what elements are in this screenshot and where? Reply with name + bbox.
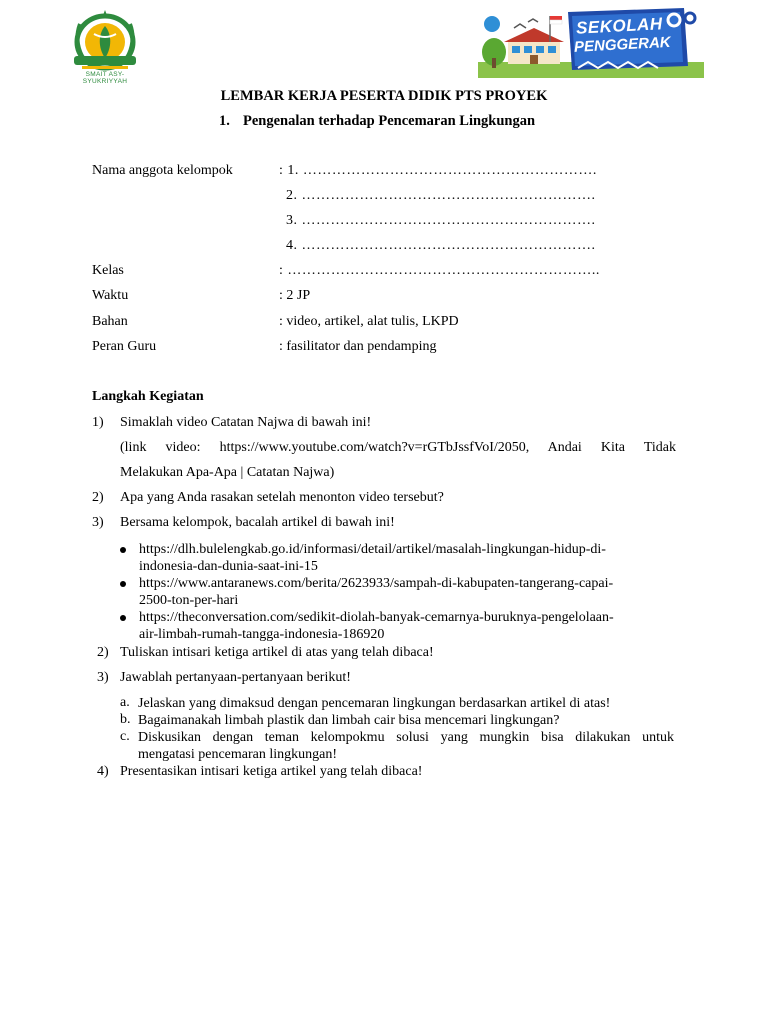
article-link-3-line1: https://theconversation.com/sedikit-diolah-banyak-cemarnya-buruknya-pengelolaan- (139, 610, 614, 625)
step-1-text: Simaklah video Catatan Najwa di bawah ini! (120, 415, 372, 430)
question-c-letter: c. (120, 729, 130, 744)
waktu-label: Waktu (92, 288, 129, 303)
question-c-text-line2: mengatasi pencemaran lingkungan! (138, 747, 338, 762)
article-link-1-line1: https://dlh.bulelengkab.go.id/informasi/detail/artikel/masalah-lingkungan-hidup-di- (139, 542, 606, 557)
article-link-3-line2: air-limbah-rumah-tangga-indonesia-186920 (139, 627, 385, 642)
step-4-number: 2) (97, 645, 109, 660)
peran-value: : fasilitator dan pendamping (279, 339, 437, 354)
steps-heading: Langkah Kegiatan (92, 389, 204, 404)
bullet-icon (120, 547, 126, 553)
article-link-2-line2: 2500-ton-per-hari (139, 593, 239, 608)
kelas-label: Kelas (92, 263, 124, 278)
step-5-number: 3) (97, 670, 109, 685)
step-3-number: 3) (92, 515, 104, 530)
question-b-text: Bagaimanakah limbah plastik dan limbah cair bisa mencemari lingkungan? (138, 713, 560, 728)
step-1-number: 1) (92, 415, 104, 430)
subtitle-number: 1. (219, 113, 230, 129)
logo-word-penggerak: PENGGERAK (573, 33, 672, 56)
article-link-2-line1: https://www.antaranews.com/berita/2623933/sampah-di-kabupaten-tangerang-capai- (139, 576, 614, 591)
step-1-link-line1: (link video: https://www.youtube.com/watch?v=rGTbJssfVoI/2050, Andai Kita Tidak (120, 440, 676, 455)
step-6-number: 4) (97, 764, 109, 779)
bahan-label: Bahan (92, 314, 128, 329)
step-5-text: Jawablah pertanyaan-pertanyaan berikut! (120, 670, 351, 685)
article-link-2[interactable] (139, 575, 669, 609)
question-a-text: Jelaskan yang dimaksud dengan pencemaran lingkungan berdasarkan artikel di atas! (138, 696, 611, 711)
kelas-field: : ……………………………………………………….. (279, 263, 600, 278)
member-2-field: 2. ……………………………………………………. (286, 188, 596, 203)
article-link-1[interactable] (139, 541, 669, 575)
step-6-text: Presentasikan intisari ketiga artikel yang telah dibaca! (120, 764, 423, 779)
peran-label: Peran Guru (92, 339, 157, 354)
member-3-field: 3. ……………………………………………………. (286, 213, 596, 228)
question-b-letter: b. (120, 712, 131, 727)
page-title: LEMBAR KERJA PESERTA DIDIK PTS PROYEK (220, 88, 548, 104)
question-c-text-line1: Diskusikan dengan teman kelompokmu solusi yang mungkin bisa dilakukan untuk (138, 730, 674, 745)
article-link-3[interactable] (139, 609, 669, 643)
logo-caption: SMAIT ASY-SYUKRIYYAH (82, 71, 128, 85)
article-link-1-line2: indonesia-dan-dunia-saat-ini-15 (139, 559, 318, 574)
subtitle: Pengenalan terhadap Pencemaran Lingkungan (243, 113, 536, 129)
bullet-icon (120, 615, 126, 621)
member-1-field: : 1. ……………………………………………………. (279, 163, 597, 178)
logo-word-sekolah: SEKOLAH (575, 14, 664, 38)
step-1-link-line2: Melakukan Apa-Apa | Catatan Najwa) (120, 465, 335, 480)
step-4-text: Tuliskan intisari ketiga artikel di atas yang telah dibaca! (120, 645, 434, 660)
bahan-value: : video, artikel, alat tulis, LKPD (279, 314, 459, 329)
member-4-field: 4. ……………………………………………………. (286, 238, 596, 253)
step-2-number: 2) (92, 490, 104, 505)
members-label: Nama anggota kelompok (92, 163, 233, 178)
step-3-text: Bersama kelompok, bacalah artikel di bawah ini! (120, 515, 395, 530)
waktu-value: : 2 JP (279, 288, 311, 303)
school-logo (64, 4, 146, 86)
sekolah-penggerak-logo (478, 6, 704, 78)
step-2-text: Apa yang Anda rasakan setelah menonton video tersebut? (120, 490, 444, 505)
question-a-letter: a. (120, 695, 130, 710)
bullet-icon (120, 581, 126, 587)
